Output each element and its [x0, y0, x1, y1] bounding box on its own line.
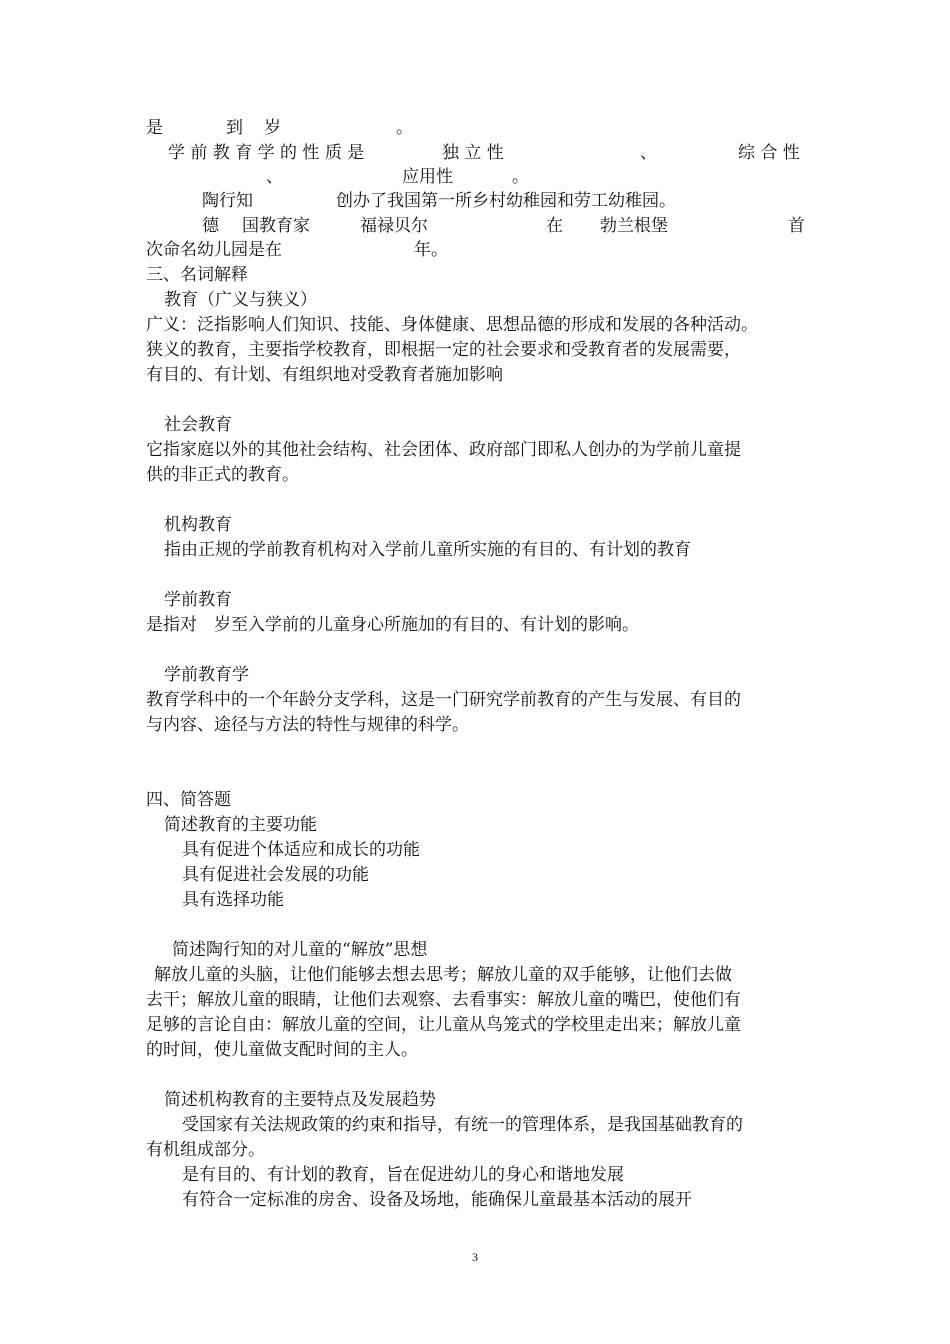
text-segment: 首: [788, 216, 805, 236]
text-segment: 综 合 性: [738, 143, 800, 163]
text-segment: 德: [202, 216, 219, 236]
text-segment: 国教育家: [242, 216, 310, 236]
paragraph-line: 与内容、途径与方法的特性与规律的科学。: [146, 715, 469, 735]
paragraph-line: 有机组成部分。: [146, 1140, 265, 1160]
paragraph-line: 的时间，使儿童做支配时间的主人。: [146, 1040, 418, 1060]
text-segment: 到: [226, 118, 243, 138]
answer-line: 具有促进社会发展的功能: [182, 865, 369, 885]
text-segment: 学 前 教 育 学 的 性 质 是: [168, 143, 365, 163]
text-segment: 应用性: [402, 167, 453, 187]
text-segment: 、: [266, 167, 283, 187]
text-segment: 次命名幼儿园是在: [146, 240, 282, 260]
paragraph-line: 教育学科中的一个年龄分支学科，这是一门研究学前教育的产生与发展、有目的: [146, 690, 741, 710]
paragraph-line: 去干；解放儿童的眼睛，让他们去观察、去看事实：解放儿童的嘴巴，使他们有: [146, 990, 741, 1010]
text-segment: 年。: [414, 240, 448, 260]
paragraph-line: 有符合一定标准的房舍、设备及场地，能确保儿童最基本活动的展开: [182, 1190, 692, 1210]
text-segment: 。: [512, 167, 529, 187]
text-segment: 独 立 性: [442, 143, 504, 163]
text-segment: 是: [146, 118, 163, 138]
answer-line: 具有促进个体适应和成长的功能: [182, 840, 420, 860]
page-number: 3: [472, 1250, 478, 1264]
term-title: 学前教育学: [164, 665, 249, 685]
term-title: 教育（广义与狭义）: [164, 290, 317, 310]
text-segment: 陶行知: [202, 191, 253, 211]
paragraph-line: 解放儿童的头脑，让他们能够去想去思考；解放儿童的双手能够，让他们去做: [154, 965, 732, 985]
question-title: 简述陶行知的对儿童的“解放”思想: [172, 940, 428, 960]
paragraph-line: 是指对 岁至入学前的儿童身心所施加的有目的、有计划的影响。: [146, 615, 639, 635]
text-segment: 创办了我国第一所乡村幼稚园和劳工幼稚园。: [336, 191, 676, 211]
paragraph-line: 它指家庭以外的其他社会结构、社会团体、政府部门即私人创办的为学前儿童提: [146, 440, 741, 460]
paragraph-line: 足够的言论自由：解放儿童的空间，让儿童从鸟笼式的学校里走出来；解放儿童: [146, 1015, 741, 1035]
paragraph-line: 有目的、有计划、有组织地对受教育者施加影响: [146, 365, 503, 385]
paragraph-line: 是有目的、有计划的教育，旨在促进幼儿的身心和谐地发展: [182, 1165, 624, 1185]
paragraph-line: 指由正规的学前教育机构对入学前儿童所实施的有目的、有计划的教育: [164, 540, 691, 560]
section-heading: 四、简答题: [146, 790, 231, 810]
term-title: 学前教育: [164, 590, 232, 610]
paragraph-line: 狭义的教育，主要指学校教育，即根据一定的社会要求和受教育者的发展需要，: [146, 340, 741, 360]
text-segment: 岁: [264, 118, 281, 138]
question-title: 简述教育的主要功能: [164, 815, 317, 835]
text-segment: 福禄贝尔: [360, 216, 428, 236]
section-heading: 三、名词解释: [146, 265, 248, 285]
paragraph-line: 供的非正式的教育。: [146, 465, 299, 485]
term-title: 机构教育: [164, 515, 232, 535]
paragraph-line: 受国家有关法规政策的约束和指导，有统一的管理体系，是我国基础教育的: [182, 1115, 743, 1135]
text-segment: 勃兰根堡: [600, 216, 668, 236]
term-title: 社会教育: [164, 415, 232, 435]
question-title: 简述机构教育的主要特点及发展趋势: [164, 1090, 436, 1110]
text-segment: 在: [546, 216, 563, 236]
text-segment: 。: [396, 118, 413, 138]
text-segment: 、: [640, 143, 657, 163]
paragraph-line: 广义：泛指影响人们知识、技能、身体健康、思想品德的形成和发展的各种活动。: [146, 315, 758, 335]
answer-line: 具有选择功能: [182, 890, 284, 910]
